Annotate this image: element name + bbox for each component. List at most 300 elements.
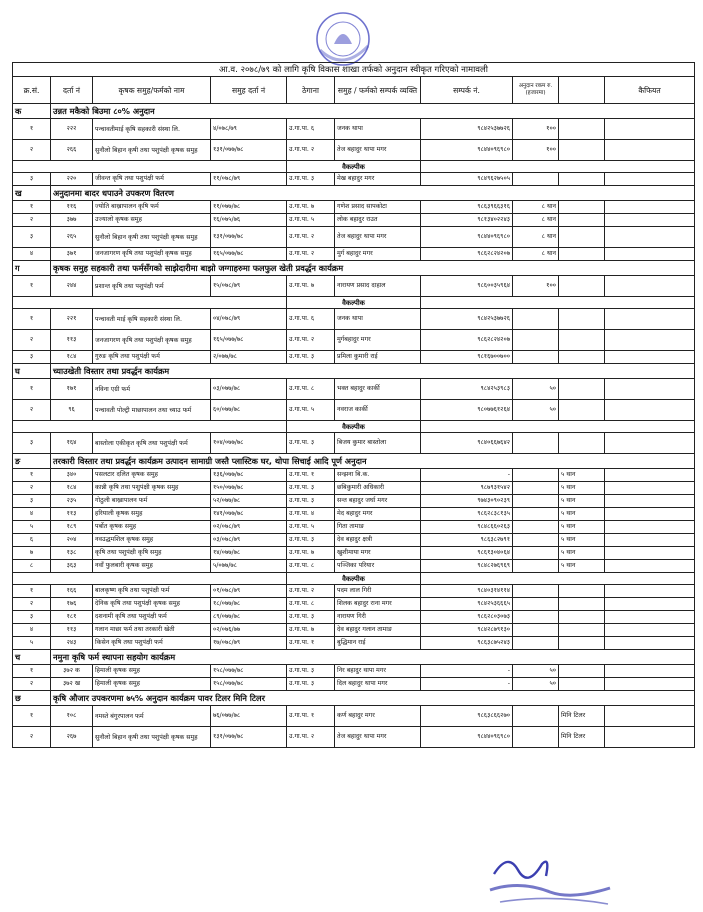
cell-q: [559, 351, 605, 364]
cell-grp: १५/०७८/७९: [211, 276, 287, 297]
cell-reg: १८१: [51, 611, 93, 624]
table-row: [13, 379, 695, 400]
cell-grp: १६/०७५/७६: [211, 214, 287, 227]
cell-reg: १८९: [51, 521, 93, 534]
cell-amt: १००: [513, 140, 559, 161]
cell-name: जीवन्त कृषि तथा पशुपंक्षी फर्म: [93, 173, 211, 186]
cell-name: जनजागरण कृषि तथा पशुपंक्षी कृषक समुह: [93, 330, 211, 351]
cell-contact: नवराज कार्की: [335, 400, 421, 421]
cell-addr: उ.गा.पा. ७: [287, 201, 335, 214]
cell-amt: [513, 706, 559, 727]
cell-name: सुनौलो बिहान कृषी तथा पशुपंक्षी कृषक समुह: [93, 727, 211, 748]
cell-amt: [513, 173, 559, 186]
cell-grp: ११/०७८/७९: [211, 173, 287, 186]
cell-phone: ९८६२८३८१३५: [421, 508, 513, 521]
cell-addr: उ.गा.पा. ३: [287, 495, 335, 508]
cell-phone: ९८१३४०२२४३: [421, 214, 513, 227]
cell-amt: [513, 469, 559, 482]
cell-addr: उ.गा.पा. २: [287, 140, 335, 161]
cell-amt: १००: [513, 119, 559, 140]
cell-grp: २/०७७/७८: [211, 351, 287, 364]
cell-name: जनजागरण कृषि तथा पशुपंक्षी कृषक समुह: [93, 248, 211, 261]
spacer: [13, 573, 287, 585]
cell-q: [559, 379, 605, 400]
cell-name: पसलटार दलित कृषक समुह: [93, 469, 211, 482]
cell-reg: ३६३: [51, 560, 93, 573]
section-header: [13, 691, 695, 706]
cell-contact: पञ्जिका परियार: [335, 560, 421, 573]
cell-note: [605, 248, 695, 261]
cell-amt: [513, 637, 559, 650]
cell-q: [559, 119, 605, 140]
cell-grp: १६५/०७७/७८: [211, 248, 287, 261]
section-code: क: [13, 104, 51, 119]
cell-name: किसेन कृषि तथा पशुपंक्षी फर्म: [93, 637, 211, 650]
cell-name: पर्बोत कृषक समुह: [93, 521, 211, 534]
cell-note: [605, 140, 695, 161]
cell-sn: १: [13, 379, 51, 400]
cell-grp: १३१/०७७/७८: [211, 227, 287, 248]
cell-q: [559, 598, 605, 611]
cell-name: दशनामी कृषि तथा पशुपंक्षी फर्म: [93, 611, 211, 624]
cell-q: [559, 585, 605, 598]
cell-amt: [513, 433, 559, 454]
cell-reg: २२२: [51, 119, 93, 140]
cell-contact: निर बहादुर थापा मगर: [335, 665, 421, 678]
cell-note: [605, 351, 695, 364]
cell-q: [559, 637, 605, 650]
table-row: [13, 433, 695, 454]
spacer: [421, 421, 695, 433]
cell-sn: २: [13, 400, 51, 421]
spacer: [421, 297, 695, 309]
cell-grp: १०४/०७७/७८: [211, 433, 287, 454]
cell-note: [605, 309, 695, 330]
cell-contact: पदम लाल गिरी: [335, 585, 421, 598]
cell-grp: १५०/०७७/७८: [211, 482, 287, 495]
cell-addr: उ.गा.पा. २: [287, 727, 335, 748]
cell-reg: ३७२ ख: [51, 678, 93, 691]
alternate-subheader: [13, 421, 695, 433]
cell-amt: [513, 560, 559, 573]
cell-grp: ०१/०७८/७९: [211, 585, 287, 598]
cell-note: [605, 521, 695, 534]
cell-sn: १: [13, 309, 51, 330]
table-row: [13, 351, 695, 364]
cell-phone: ९८४४०९६९८०: [421, 727, 513, 748]
cell-reg: ३७७: [51, 214, 93, 227]
alternate-subheader: [13, 161, 695, 173]
cell-amt: [513, 482, 559, 495]
table-row: [13, 248, 695, 261]
cell-grp: १४/०७७/७८: [211, 547, 287, 560]
cell-name: सुनौलो बिहान कृषी तथा पशुपंक्षी कृषक समुह: [93, 227, 211, 248]
cell-q: ५ थान: [559, 534, 605, 547]
subheader-label: वैकल्पीक: [287, 161, 421, 173]
office-seal: [312, 10, 374, 68]
section-title: च्याउखेती विस्तार तथा प्रवर्द्धन कार्यक्रम: [51, 364, 695, 379]
cell-note: [605, 624, 695, 637]
cell-addr: उ.गा.पा. १: [287, 469, 335, 482]
cell-addr: उ.गा.पा. ५: [287, 521, 335, 534]
cell-grp: १६५/०७७/७८: [211, 330, 287, 351]
cell-reg: २३५: [51, 495, 93, 508]
grant-list-table: [12, 62, 695, 748]
cell-reg: २०४: [51, 534, 93, 547]
header-cell: ठेगाना: [287, 77, 335, 104]
cell-phone: -: [421, 678, 513, 691]
cell-contact: प्रमिला कुमारी राई: [335, 351, 421, 364]
cell-q: [559, 400, 605, 421]
cell-addr: उ.गा.पा. ३: [287, 351, 335, 364]
cell-phone: ९८६२८२४२०७: [421, 248, 513, 261]
section-title: कृषि औजार उपकरणमा ७५% अनुदान कार्यक्रम पावर टिलर मिनि टिलर: [51, 691, 695, 706]
table-row: [13, 330, 695, 351]
cell-name: कृषि तथा पशुपंक्षी कृषि समुह: [93, 547, 211, 560]
cell-grp: १३१/०७७/७८: [211, 727, 287, 748]
cell-q: ५ थान: [559, 521, 605, 534]
cell-phone: ९८४२५३७७२६: [421, 309, 513, 330]
cell-name: नवउद्धमशिल कृषक समुह: [93, 534, 211, 547]
cell-addr: उ.गा.पा. ३: [287, 482, 335, 495]
cell-note: [605, 201, 695, 214]
table-row: [13, 598, 695, 611]
cell-addr: उ.गा.पा. ५: [287, 400, 335, 421]
section-title: अनुदानमा बादर धपाउने उपकरण वितरण: [51, 186, 695, 201]
cell-contact: मुर्गबहादुर मगर: [335, 330, 421, 351]
cell-note: [605, 547, 695, 560]
cell-grp: ४/०७८/७९: [211, 119, 287, 140]
table-row: [13, 309, 695, 330]
cell-name: सुनौलो बिहान कृषी तथा पशुपंक्षी कृषक समुह: [93, 140, 211, 161]
cell-name: हिमाली कृषक समुह: [93, 665, 211, 678]
cell-phone: ९८६१३०४०६४: [421, 547, 513, 560]
cell-reg: ३४०: [51, 469, 93, 482]
cell-contact: बिजय कुमार बास्तोला: [335, 433, 421, 454]
cell-sn: १: [13, 276, 51, 297]
cell-q: [559, 665, 605, 678]
cell-note: [605, 678, 695, 691]
cell-grp: ११/०७७/७८: [211, 201, 287, 214]
table-row: [13, 214, 695, 227]
cell-name: बालकृष्ण कृषि तथा पशुपंक्षी फर्म: [93, 585, 211, 598]
cell-phone: ९८६३८६६२७०: [421, 706, 513, 727]
cell-contact: दिल बहादुर थापा मगर: [335, 678, 421, 691]
table-row: [13, 140, 695, 161]
cell-note: [605, 469, 695, 482]
subheader-label: वैकल्पीक: [287, 421, 421, 433]
cell-sn: २: [13, 678, 51, 691]
header-cell: समुह दर्ता नं: [211, 77, 287, 104]
cell-phone: -: [421, 469, 513, 482]
table-row: [13, 624, 695, 637]
cell-contact: देव बहादुर गलान तामाङ: [335, 624, 421, 637]
cell-grp: ०२/०७८/७९: [211, 521, 287, 534]
cell-amt: [513, 521, 559, 534]
cell-q: [559, 611, 605, 624]
cell-note: [605, 433, 695, 454]
cell-sn: ३: [13, 351, 51, 364]
cell-sn: ३: [13, 611, 51, 624]
cell-q: मिनि टिलर: [559, 727, 605, 748]
cell-reg: २२०: [51, 173, 93, 186]
table-header: [13, 77, 695, 104]
cell-sn: ३: [13, 495, 51, 508]
cell-note: [605, 173, 695, 186]
cell-amt: १००: [513, 276, 559, 297]
cell-phone: ९८४२८७९१३०: [421, 624, 513, 637]
cell-note: [605, 400, 695, 421]
cell-amt: [513, 495, 559, 508]
cell-reg: २६५: [51, 227, 93, 248]
cell-phone: ९८१६७००७००: [421, 351, 513, 364]
section-code: ख: [13, 186, 51, 201]
cell-sn: ३: [13, 433, 51, 454]
cell-q: ५ थान: [559, 495, 605, 508]
cell-contact: खुशीमाया मगर: [335, 547, 421, 560]
cell-phone: ९८४०३१४११४: [421, 585, 513, 598]
table-row: [13, 547, 695, 560]
cell-sn: १: [13, 585, 51, 598]
cell-reg: ११६: [51, 201, 93, 214]
cell-phone: ९८६२८०३०७३: [421, 611, 513, 624]
table-row: [13, 521, 695, 534]
cell-contact: छबिकुमारी अधिकारी: [335, 482, 421, 495]
cell-note: [605, 665, 695, 678]
section-title: उन्नत मकैको बिउमा ८०% अनुदान: [51, 104, 695, 119]
cell-note: [605, 585, 695, 598]
cell-grp: ७६/०७७/७८: [211, 706, 287, 727]
cell-grp: १३१/०७७/७८: [211, 140, 287, 161]
cell-reg: ११३: [51, 508, 93, 521]
cell-addr: उ.गा.पा. १: [287, 637, 335, 650]
cell-reg: ३७१: [51, 248, 93, 261]
cell-addr: उ.गा.पा. २: [287, 227, 335, 248]
cell-addr: उ.गा.पा. ८: [287, 379, 335, 400]
table-row: [13, 173, 695, 186]
cell-sn: १: [13, 665, 51, 678]
cell-note: [605, 611, 695, 624]
signature-stamp: [480, 846, 620, 908]
cell-reg: २४४: [51, 276, 93, 297]
cell-note: [605, 534, 695, 547]
cell-contact: जनक थापा: [335, 309, 421, 330]
cell-reg: २६७: [51, 727, 93, 748]
cell-addr: उ.गा.पा. ४: [287, 508, 335, 521]
cell-grp: ०३/०७७/७८: [211, 379, 287, 400]
table-row: [13, 276, 695, 297]
cell-sn: ५: [13, 637, 51, 650]
cell-amt: [513, 598, 559, 611]
table-row: [13, 534, 695, 547]
cell-grp: ०२/०७६/७७: [211, 624, 287, 637]
section-code: घ: [13, 364, 51, 379]
cell-addr: उ.गा.पा. ७: [287, 547, 335, 560]
cell-sn: ३: [13, 227, 51, 248]
cell-note: [605, 560, 695, 573]
section-header: [13, 650, 695, 665]
cell-addr: उ.गा.पा. ३: [287, 611, 335, 624]
cell-sn: ५: [13, 521, 51, 534]
cell-addr: उ.गा.पा. २: [287, 585, 335, 598]
cell-addr: उ.गा.पा. २: [287, 330, 335, 351]
spacer: [421, 573, 695, 585]
cell-sn: २: [13, 598, 51, 611]
cell-contact: शिलक बहादुर राना मगर: [335, 598, 421, 611]
cell-phone: ९८४८२७६९६९: [421, 560, 513, 573]
header-cell: [559, 77, 605, 104]
cell-note: [605, 598, 695, 611]
cell-q: [559, 201, 605, 214]
table-row: [13, 482, 695, 495]
cell-addr: उ.गा.पा. ३: [287, 173, 335, 186]
cell-q: [559, 433, 605, 454]
cell-note: [605, 482, 695, 495]
header-cell: अनुदान रकम रु.(हजारमा): [513, 77, 559, 104]
cell-q: [559, 214, 605, 227]
cell-note: [605, 119, 695, 140]
cell-reg: १७६: [51, 598, 93, 611]
cell-addr: उ.गा.पा. ३: [287, 433, 335, 454]
cell-grp: ६०/०७७/७८: [211, 400, 287, 421]
cell-contact: देव बहादुर क्षत्री: [335, 534, 421, 547]
section-title: कृषक समुह सहकारी तथा फर्मसँगको साझेदारीमा बाझो जग्गाहरुमा फलफुल खेती प्रवर्द्धन कार्यक्रम: [51, 261, 695, 276]
cell-amt: [513, 727, 559, 748]
cell-grp: १७/०७८/७९: [211, 637, 287, 650]
cell-reg: ३७२ क: [51, 665, 93, 678]
cell-amt: ८ थान: [513, 248, 559, 261]
cell-amt: ८ थान: [513, 201, 559, 214]
cell-contact: मुर्ग बहादुर मगर: [335, 248, 421, 261]
table-row: [13, 727, 695, 748]
cell-sn: १: [13, 119, 51, 140]
table-row: [13, 119, 695, 140]
cell-amt: ८ थान: [513, 214, 559, 227]
header-cell: समुह / फर्मको सम्पर्क व्यक्ति: [335, 77, 421, 104]
cell-name: पन्चावती माई कृषि सहकारी संस्था लि.: [93, 309, 211, 330]
header-cell: सम्पर्क नं.: [421, 77, 513, 104]
cell-sn: ७: [13, 547, 51, 560]
cell-name: नमस्ते बंगुरपालन फर्म: [93, 706, 211, 727]
cell-amt: [513, 585, 559, 598]
cell-reg: २४३: [51, 637, 93, 650]
table-row: [13, 495, 695, 508]
cell-sn: ६: [13, 534, 51, 547]
cell-sn: १: [13, 201, 51, 214]
cell-amt: ५०: [513, 400, 559, 421]
cell-amt: ८ थान: [513, 227, 559, 248]
table-row: [13, 508, 695, 521]
cell-reg: १०८: [51, 706, 93, 727]
cell-phone: ९८६३८२७९१: [421, 534, 513, 547]
cell-grp: १४१/०७७/७८: [211, 508, 287, 521]
cell-addr: उ.गा.पा. ५: [287, 214, 335, 227]
cell-phone: ९८४२५३९८३: [421, 379, 513, 400]
cell-addr: उ.गा.पा. ३: [287, 534, 335, 547]
cell-contact: गिता तामाङ: [335, 521, 421, 534]
header-cell: दर्ता नं: [51, 77, 93, 104]
cell-phone: ९८६२८२४२०७: [421, 330, 513, 351]
table-row: [13, 585, 695, 598]
cell-amt: [513, 508, 559, 521]
cell-reg: ११३: [51, 330, 93, 351]
cell-q: ५ थान: [559, 469, 605, 482]
cell-phone: ९८४२५३६६६५: [421, 598, 513, 611]
cell-q: ५ थान: [559, 482, 605, 495]
table-row: [13, 637, 695, 650]
spacer: [13, 161, 287, 173]
cell-reg: १६६: [51, 585, 93, 598]
cell-reg: ९६: [51, 400, 93, 421]
cell-sn: १: [13, 469, 51, 482]
cell-name: उज्यालो कृषक समुह: [93, 214, 211, 227]
cell-amt: ५०: [513, 665, 559, 678]
table-row: [13, 469, 695, 482]
cell-phone: ९८७९३१५४२: [421, 482, 513, 495]
cell-grp: १५८/०७७/७८: [211, 678, 287, 691]
section-code: ग: [13, 261, 51, 276]
section-title: नमुना कृषि फर्म स्थापना सहयोग कार्यक्रम: [51, 650, 695, 665]
table-row: [13, 400, 695, 421]
cell-addr: उ.गा.पा. ८: [287, 560, 335, 573]
cell-addr: उ.गा.पा. ७: [287, 624, 335, 637]
cell-phone: ९८६००३५९६४: [421, 276, 513, 297]
cell-addr: उ.गा.पा. ६: [287, 309, 335, 330]
cell-name: पन्चावतीमाई कृषि सहकारी संस्था लि.: [93, 119, 211, 140]
cell-sn: २: [13, 727, 51, 748]
cell-reg: १३८: [51, 547, 93, 560]
cell-reg: १८४: [51, 482, 93, 495]
table-row: [13, 665, 695, 678]
cell-amt: [513, 611, 559, 624]
cell-q: ५ थान: [559, 508, 605, 521]
cell-addr: उ.गा.पा. ३: [287, 665, 335, 678]
cell-name: पन्चावती पोल्ट्री माछापालन तथा च्याउ फर्म: [93, 400, 211, 421]
cell-note: [605, 706, 695, 727]
cell-sn: ४: [13, 248, 51, 261]
table-row: [13, 611, 695, 624]
cell-name: गोठुली बाख्रापालन फर्म: [93, 495, 211, 508]
cell-phone: ९८६३८७५२४३: [421, 637, 513, 650]
cell-q: ५ थान: [559, 560, 605, 573]
cell-reg: १६४: [51, 433, 93, 454]
cell-name: देनिक कृषि तथा पशुपंक्षी कृषक समुह: [93, 598, 211, 611]
subheader-label: वैकल्पीक: [287, 297, 421, 309]
cell-grp: १३६/०७७/७८: [211, 469, 287, 482]
section-header: [13, 104, 695, 119]
cell-phone: ९८४२५३७७२६: [421, 119, 513, 140]
cell-q: [559, 678, 605, 691]
cell-amt: ५०: [513, 678, 559, 691]
cell-contact: मेद बहादुर मगर: [335, 508, 421, 521]
cell-q: [559, 248, 605, 261]
header-cell: कृषक समुह/फर्मको नाम: [93, 77, 211, 104]
cell-addr: उ.गा.पा. ३: [287, 678, 335, 691]
cell-note: [605, 508, 695, 521]
cell-sn: ४: [13, 508, 51, 521]
cell-addr: उ.गा.पा. ७: [287, 276, 335, 297]
section-header: [13, 364, 695, 379]
cell-grp: ०४/०७८/७९: [211, 309, 287, 330]
cell-amt: [513, 547, 559, 560]
cell-contact: सन्त बहादुर जर्घा मगर: [335, 495, 421, 508]
cell-note: [605, 276, 695, 297]
header-cell: क्र.सं.: [13, 77, 51, 104]
cell-sn: ८: [13, 560, 51, 573]
cell-name: कान्नी कृषि तथा पशुपंक्षी कृषक समुह: [93, 482, 211, 495]
cell-sn: २: [13, 330, 51, 351]
section-header: [13, 186, 695, 201]
